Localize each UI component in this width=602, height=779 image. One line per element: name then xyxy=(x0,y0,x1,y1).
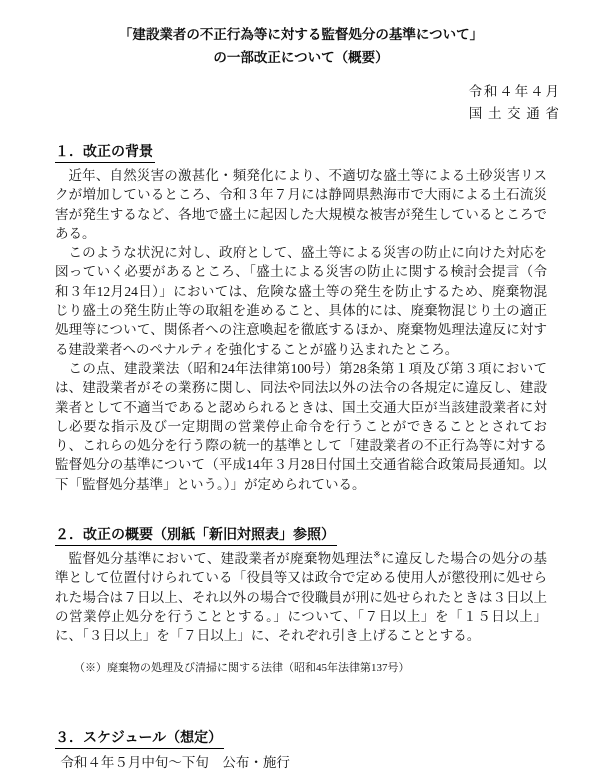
date-org-block xyxy=(55,81,565,125)
section-1-body xyxy=(55,166,547,494)
paragraph-text-post: に違反した場合の処分の基準として位置付けられている「役員等又は政令で定める使用人が懲役刑に処せられた場合は７日以上、それ以外の場合で役職員が刑に処せられたときは３日以上の営業停止処分を行うこととする。」について、「７日以上」を「１５日以上」に、「３日以上」を「７日以上」に、それぞれ引き上げることとする。 xyxy=(55,551,547,644)
section-1-paragraph-2: このような状況に対し、政府として、盛土等による災害の防止に向けた対応を図っていく必要があるところ、「盛土による災害の防止に関する検討会提言（令和３年12月24日）」においては、危険な盛土等の発生を防止するため、廃棄物混じり盛土の発生防止等の取組を進めること、具体的には、廃棄物混じり土の適正処理等について、関係者への注意喚起を徹底するほか、廃棄物処理法違反に対する建設業者へのペナルティを強化することが盛り込まれたところ。 xyxy=(55,245,547,357)
reference-mark: ※ xyxy=(373,549,382,560)
document-title xyxy=(55,23,547,69)
schedule-text: 令和４年５月中旬～下旬 公布・施行 xyxy=(60,754,290,770)
paragraph-text-pre: 監督処分基準において、建設業者が廃棄物処理法 xyxy=(68,551,374,567)
section-3-heading: ３．スケジュール（想定） xyxy=(55,728,547,749)
section-2-paragraph xyxy=(55,549,547,645)
section-overview xyxy=(55,525,547,675)
document-date: 令和４年４月 xyxy=(468,84,561,99)
section-2-body xyxy=(55,549,547,645)
organization-name: 国土交通省 xyxy=(468,106,565,121)
document-page xyxy=(0,23,602,779)
title-line-1: 「建設業者の不正行為等に対する監督処分の基準について」 xyxy=(118,27,484,42)
section-1-paragraph-1: 近年、自然災害の激甚化・頻発化により、不適切な盛土等による土砂災害リスクが増加しているところ、令和３年７月には静岡県熱海市で大雨による土石流災害が発生するなど、各地で盛土に起因した大規模な被害が発生しているところである。 xyxy=(55,168,547,241)
section-1-heading: １．改正の背景 xyxy=(55,142,547,163)
section-2-heading: ２．改正の概要（別紙「新旧対照表」参照） xyxy=(55,525,547,546)
section-1-paragraph-3: この点、建設業法（昭和24年法律第100号）第28条第１項及び第３項においては、建設業者がその業務に関し、同法や同法以外の法令の各規定に違反し、建設業者として不適当であると認められるときは、国土交通大臣が当該建設業者に対し必要な指示及び一定期間の営業停止命令を行うことができることとされており、これらの処分を行う際の統一的基準として「建設業者の不正行為等に対する監督処分の基準について（平成14年３月28日付国土交通省総合政策局長通知。以下「監督処分基準」という。）」が定められている。 xyxy=(55,360,547,492)
title-line-2: の一部改正について（概要） xyxy=(213,50,389,65)
footnote-waste-law: （※）廃棄物の処理及び清掃に関する法律（昭和45年法律第137号） xyxy=(74,661,410,674)
section-background xyxy=(55,142,547,494)
section-schedule xyxy=(55,728,547,772)
